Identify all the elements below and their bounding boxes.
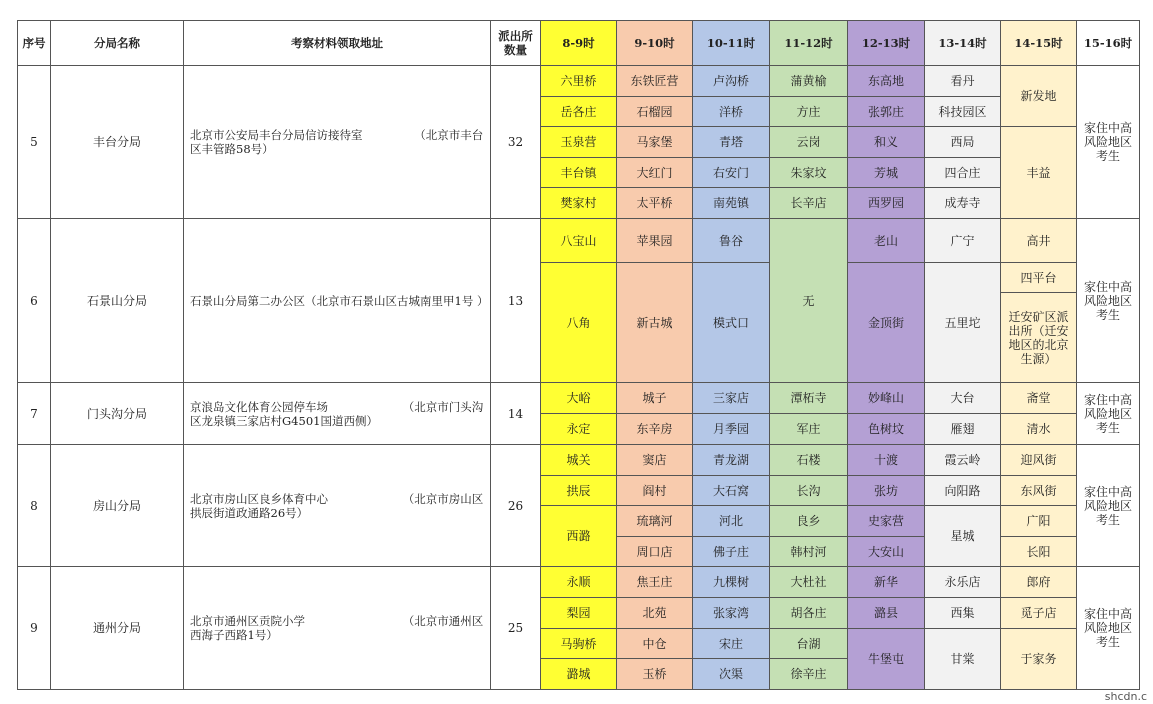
station-cell: 广宁: [925, 219, 1001, 263]
station-cell: 台湖: [770, 629, 848, 659]
station-cell: 窦店: [617, 445, 693, 476]
station-cell: 云岗: [770, 127, 848, 158]
station-cell: 西局: [925, 127, 1001, 158]
station-cell: 梨园: [541, 598, 617, 629]
station-cell: 无: [770, 219, 848, 383]
station-cell: 雁翅: [925, 414, 1001, 445]
row-9-bureau: 通州分局: [51, 567, 184, 690]
row-8-slot-c15: 家住中高风险地区考生: [1077, 445, 1140, 567]
header-slot-c8: 8-9时: [541, 21, 617, 66]
station-cell: 六里桥: [541, 66, 617, 97]
station-cell: 洋桥: [693, 97, 770, 127]
row-8-bureau: 房山分局: [51, 445, 184, 567]
station-cell: 张家湾: [693, 598, 770, 629]
row-6-slot-c15: 家住中高风险地区考生: [1077, 219, 1140, 383]
station-cell: 大峪: [541, 383, 617, 414]
station-cell: 永顺: [541, 567, 617, 598]
station-cell: 潞县: [848, 598, 925, 629]
station-cell: 迁安矿区派出所（迁安地区的北京生源）: [1001, 293, 1077, 383]
station-cell: 四合庄: [925, 158, 1001, 188]
watermark: shcdn.c: [1104, 690, 1147, 703]
station-cell: 城子: [617, 383, 693, 414]
station-cell: 广阳: [1001, 506, 1077, 537]
station-cell: 迎风街: [1001, 445, 1077, 476]
station-cell: 徐辛庄: [770, 659, 848, 690]
row-5-count: 32: [491, 66, 541, 219]
header-slot-c15: 15-16时: [1077, 21, 1140, 66]
station-cell: 八宝山: [541, 219, 617, 263]
station-cell: 五里坨: [925, 263, 1001, 383]
station-cell: 清水: [1001, 414, 1077, 445]
station-cell: 潞城: [541, 659, 617, 690]
station-cell: 河北: [693, 506, 770, 537]
station-cell: 十渡: [848, 445, 925, 476]
station-cell: 九棵树: [693, 567, 770, 598]
station-cell: 卢沟桥: [693, 66, 770, 97]
station-cell: 琉璃河: [617, 506, 693, 537]
row-9-seq: 9: [18, 567, 51, 690]
station-cell: 新华: [848, 567, 925, 598]
row-8-seq: 8: [18, 445, 51, 567]
station-cell: 东风街: [1001, 476, 1077, 506]
row-5-address: 北京市公安局丰台分局信访接待室 （北京市丰台区丰管路58号）: [184, 66, 491, 219]
row-5-slot-c15: 家住中高风险地区考生: [1077, 66, 1140, 219]
row-9-slot-c15: 家住中高风险地区考生: [1077, 567, 1140, 690]
station-cell: 史家营: [848, 506, 925, 537]
station-cell: 玉泉营: [541, 127, 617, 158]
station-cell: 焦王庄: [617, 567, 693, 598]
row-7-seq: 7: [18, 383, 51, 445]
station-cell: 方庄: [770, 97, 848, 127]
row-7-count: 14: [491, 383, 541, 445]
station-cell: 岳各庄: [541, 97, 617, 127]
row-9-address: 北京市通州区贡院小学 （北京市通州区西海子西路1号）: [184, 567, 491, 690]
row-7-bureau: 门头沟分局: [51, 383, 184, 445]
station-cell: 佛子庄: [693, 537, 770, 567]
station-cell: 东辛房: [617, 414, 693, 445]
station-cell: 青龙湖: [693, 445, 770, 476]
station-cell: 新发地: [1001, 66, 1077, 127]
row-7-slot-c15: 家住中高风险地区考生: [1077, 383, 1140, 445]
station-cell: 和义: [848, 127, 925, 158]
row-6-count: 13: [491, 219, 541, 383]
station-cell: 斋堂: [1001, 383, 1077, 414]
station-cell: 右安门: [693, 158, 770, 188]
station-cell: 甘棠: [925, 629, 1001, 690]
station-cell: 大红门: [617, 158, 693, 188]
header-slot-c13: 13-14时: [925, 21, 1001, 66]
row-6-seq: 6: [18, 219, 51, 383]
station-cell: 丰益: [1001, 127, 1077, 219]
station-cell: 太平桥: [617, 188, 693, 219]
station-cell: 苹果园: [617, 219, 693, 263]
station-cell: 大石窝: [693, 476, 770, 506]
header-slot-c10: 10-11时: [693, 21, 770, 66]
station-cell: 阎村: [617, 476, 693, 506]
station-cell: 马驹桥: [541, 629, 617, 659]
row-6-address: 石景山分局第二办公区（北京市石景山区古城南里甲1号 ）: [184, 219, 491, 383]
station-cell: 马家堡: [617, 127, 693, 158]
station-cell: 模式口: [693, 263, 770, 383]
station-cell: 芳城: [848, 158, 925, 188]
station-cell: 大杜社: [770, 567, 848, 598]
station-cell: 长阳: [1001, 537, 1077, 567]
station-cell: 月季园: [693, 414, 770, 445]
header-slot-c11: 11-12时: [770, 21, 848, 66]
station-cell: 次渠: [693, 659, 770, 690]
station-cell: 大台: [925, 383, 1001, 414]
station-cell: 青塔: [693, 127, 770, 158]
station-cell: 西罗园: [848, 188, 925, 219]
station-cell: 长沟: [770, 476, 848, 506]
station-cell: 胡各庄: [770, 598, 848, 629]
station-cell: 军庄: [770, 414, 848, 445]
station-cell: 樊家村: [541, 188, 617, 219]
header-count: 派出所数量: [491, 21, 541, 66]
row-5-bureau: 丰台分局: [51, 66, 184, 219]
station-cell: 于家务: [1001, 629, 1077, 690]
station-cell: 科技园区: [925, 97, 1001, 127]
row-8-count: 26: [491, 445, 541, 567]
station-cell: 东铁匠营: [617, 66, 693, 97]
station-cell: 觅子店: [1001, 598, 1077, 629]
header-address: 考察材料领取地址: [184, 21, 491, 66]
station-cell: 丰台镇: [541, 158, 617, 188]
station-cell: 周口店: [617, 537, 693, 567]
station-cell: 长辛店: [770, 188, 848, 219]
station-cell: 八角: [541, 263, 617, 383]
row-6-bureau: 石景山分局: [51, 219, 184, 383]
station-cell: 看丹: [925, 66, 1001, 97]
station-cell: 石楼: [770, 445, 848, 476]
station-cell: 新古城: [617, 263, 693, 383]
station-cell: 张郭庄: [848, 97, 925, 127]
station-cell: 永乐店: [925, 567, 1001, 598]
station-cell: 鲁谷: [693, 219, 770, 263]
station-cell: 朱家坟: [770, 158, 848, 188]
station-cell: 牛堡屯: [848, 629, 925, 690]
station-cell: 金顶街: [848, 263, 925, 383]
station-cell: 郎府: [1001, 567, 1077, 598]
station-cell: 成寿寺: [925, 188, 1001, 219]
header-bureau: 分局名称: [51, 21, 184, 66]
station-cell: 南苑镇: [693, 188, 770, 219]
station-cell: 宋庄: [693, 629, 770, 659]
station-cell: 拱辰: [541, 476, 617, 506]
station-cell: 三家店: [693, 383, 770, 414]
station-cell: 向阳路: [925, 476, 1001, 506]
station-cell: 妙峰山: [848, 383, 925, 414]
row-7-address: 京浪岛文化体育公园停车场 （北京市门头沟区龙泉镇三家店村G4501国道西侧）: [184, 383, 491, 445]
station-cell: 西集: [925, 598, 1001, 629]
header-slot-c14: 14-15时: [1001, 21, 1077, 66]
station-cell: 北苑: [617, 598, 693, 629]
station-cell: 良乡: [770, 506, 848, 537]
station-cell: 西潞: [541, 506, 617, 567]
page-title: [0, 0, 1153, 5]
station-cell: 石榴园: [617, 97, 693, 127]
header-seq: 序号: [18, 21, 51, 66]
station-cell: 高井: [1001, 219, 1077, 263]
header-slot-c12: 12-13时: [848, 21, 925, 66]
row-8-address: 北京市房山区良乡体育中心 （北京市房山区拱辰街道政通路26号）: [184, 445, 491, 567]
station-cell: 潭柘寺: [770, 383, 848, 414]
station-cell: 张坊: [848, 476, 925, 506]
station-cell: 老山: [848, 219, 925, 263]
station-cell: 东高地: [848, 66, 925, 97]
station-cell: 中仓: [617, 629, 693, 659]
station-cell: 色树坟: [848, 414, 925, 445]
station-cell: 韩村河: [770, 537, 848, 567]
station-cell: 四平台: [1001, 263, 1077, 293]
station-cell: 玉桥: [617, 659, 693, 690]
station-cell: 大安山: [848, 537, 925, 567]
row-9-count: 25: [491, 567, 541, 690]
header-slot-c9: 9-10时: [617, 21, 693, 66]
station-cell: 蒲黄榆: [770, 66, 848, 97]
station-cell: 霞云岭: [925, 445, 1001, 476]
station-cell: 城关: [541, 445, 617, 476]
station-cell: 永定: [541, 414, 617, 445]
station-cell: 星城: [925, 506, 1001, 567]
row-5-seq: 5: [18, 66, 51, 219]
